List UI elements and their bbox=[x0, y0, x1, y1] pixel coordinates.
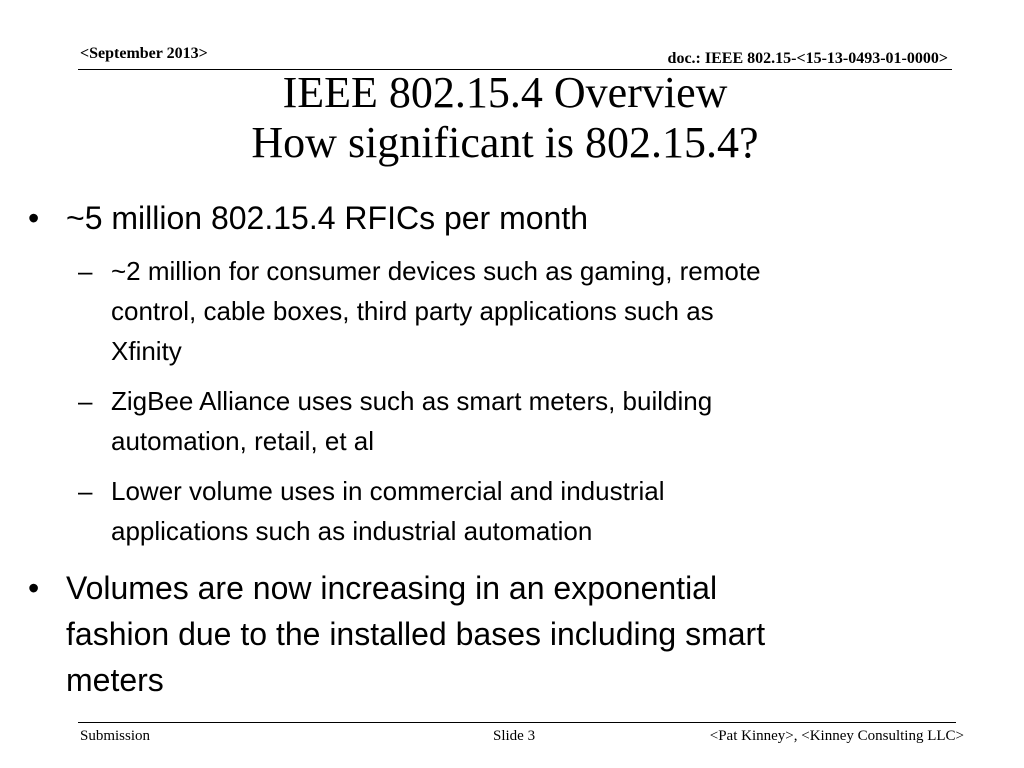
subbullet-lower-volume-uses bbox=[78, 471, 665, 551]
bullet-line: Volumes are now increasing in an exponential bbox=[66, 570, 718, 606]
subbullet-line: ~2 million for consumer devices such as gaming, remote bbox=[111, 256, 761, 286]
footer-slide-number: Slide 3 bbox=[493, 728, 536, 744]
bullet-line: fashion due to the installed bases including smart bbox=[66, 616, 766, 652]
bullet-rfics-per-month bbox=[28, 195, 589, 241]
title-line-2: How significant is 802.15.4? bbox=[251, 118, 759, 167]
footer-divider bbox=[78, 722, 956, 723]
header-doc-id: doc.: IEEE 802.15-<15-13-0493-01-0000> bbox=[667, 50, 948, 67]
subbullet-line: applications such as industrial automation bbox=[111, 516, 593, 546]
subbullet-zigbee-alliance bbox=[78, 381, 713, 461]
bullet-line: meters bbox=[66, 662, 164, 698]
bullet-volumes-increasing bbox=[28, 565, 766, 703]
bullet-marker: • bbox=[28, 200, 40, 236]
title-line-1: IEEE 802.15.4 Overview bbox=[282, 68, 728, 117]
bullet-marker: • bbox=[28, 570, 40, 606]
subbullet-marker: – bbox=[78, 386, 93, 416]
header-date: <September 2013> bbox=[80, 45, 208, 62]
bullet-line: ~5 million 802.15.4 RFICs per month bbox=[66, 200, 589, 236]
subbullet-marker: – bbox=[78, 256, 93, 286]
subbullet-line: Lower volume uses in commercial and industrial bbox=[111, 476, 665, 506]
slide-title bbox=[0, 68, 1010, 168]
subbullet-consumer-devices bbox=[78, 251, 761, 371]
subbullet-line: automation, retail, et al bbox=[111, 426, 375, 456]
footer-submission: Submission bbox=[80, 728, 151, 744]
subbullet-line: control, cable boxes, third party applications such as bbox=[111, 296, 714, 326]
subbullet-marker: – bbox=[78, 476, 93, 506]
subbullet-line: Xfinity bbox=[111, 336, 182, 366]
footer-author: <Pat Kinney>, <Kinney Consulting LLC> bbox=[709, 728, 964, 744]
subbullet-line: ZigBee Alliance uses such as smart meters, building bbox=[111, 386, 713, 416]
